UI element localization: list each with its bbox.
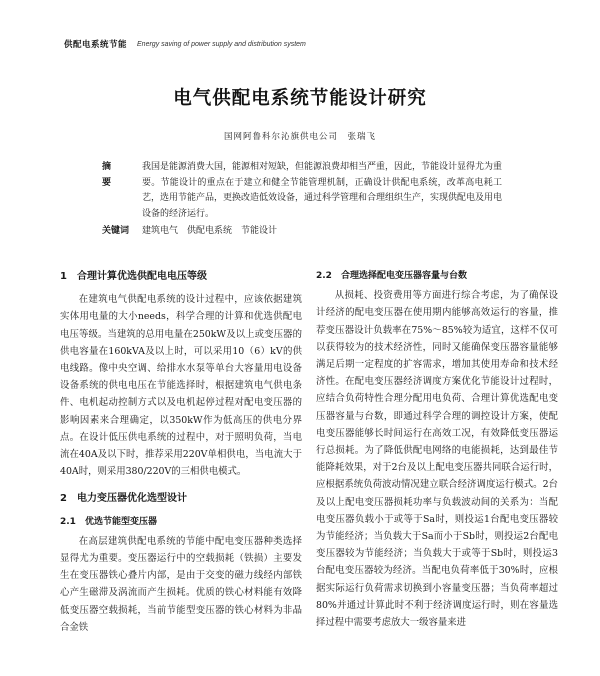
header-subtitle: Energy saving of power supply and distribution system (137, 40, 306, 48)
abstract-text: 我国是能源消费大国，能源相对短缺，但能源浪费却相当严重，因此，节能设计显得尤为重要。节能设计的重点在于建立和健全节能管理机制，正确设计供配电系统，改革高电耗工艺，选用节能产品，更换改造低效设备，通过科学管理和合理组织生产，实现供配电及用电设备的经济运行。 (142, 162, 503, 219)
abstract-label: 摘 要 (102, 162, 133, 188)
section-2-2-heading: 2.2 合理选择配电变压器容量与台数 (316, 271, 467, 281)
abstract-block (102, 160, 502, 240)
section-2-1-heading: 2.1 优选节能型变压器 (60, 516, 157, 527)
abstract-row (102, 160, 502, 222)
keywords-text: 建筑电气 供配电系统 节能设计 (142, 226, 278, 237)
keywords-row (102, 224, 502, 240)
keywords-label: 关键词 (102, 226, 130, 237)
article-title: 电气供配电系统节能设计研究 (173, 88, 427, 109)
section-2-1-paragraph: 在高层建筑供配电系统的节能中配电变压器种类选择显得尤为重要。变压器运行中的空载损耗（铁损）主要发生在变压器铁心叠片内部，是由于交变的磁力线经内部铁心产生磁滞及涡流而产生损耗。优质的铁心材料能有效降低变压器空载损耗，当前节能型变压器的铁心材料为非晶合金铁 (60, 535, 302, 633)
section-2-2-paragraph: 从损耗、投资费用等方面进行综合考虑，为了确保设计经济的配电变压器在使用期内能够高效运行的容量，推荐变压器设计负载率在75%～85%较为适宜，这样不仅可以获得较为的技术经济性，同时又能确保变压器容量能够满足后期一定程度的扩容需求，增加其使用寿命和技术经济性。在配电变压器经济调度方案优化节能设计过程时，应结合负荷特性合理分配用电负荷、合理计算优选配电变压器容量与台数，即通过科学合理的调控设计方案，使配电变压器能够长时间运行在高效工况，有效降低变压器运行总损耗。为了降低供配电网络的电能损耗，达到最佳节能降耗效果，对于2台及以上配电变压器共同联合运行时，应根据系统负荷波动情况建立联合经济调度运行模式。2台及以上配电变压器损耗功率与负载波动间的关系为：当配电变压器负载小于或等于Sa时，则投运1台配电变压器较为节能经济；当负载大于Sa而小于Sb时，则投运2台配电变压器较为节能经济；当负载大于或等于Sb时，则投运3台配电变压器较为经济。当配电负荷率低于30%时，应根据实际运行负荷需求切换到小容量变压器；当负荷率超过80%并通过计算此时不利于经济调度运行时，则在容量选择过程中需要考虑放大一级容量来进 (316, 290, 558, 629)
right-column (316, 268, 558, 631)
header-tag: 供配电系统节能 (64, 40, 128, 50)
section-2-heading: 2 电力变压器优化选型设计 (60, 493, 187, 505)
author-line: 国网阿鲁科尔沁旗供电公司 张瑞飞 (223, 132, 376, 142)
section-1-paragraph: 在建筑电气供配电系统的设计过程中，应该依据建筑实体用电量的大小needs，科学合理的计算和优选供配电电压等级。当建筑的总用电量在250kW及以上或变压器的供电容量在160kVA及以上时，可以采用10（6）kV的供电线路。像中央空调、给排水水泵等单台大容量用电设备设备系统的供电电压在节能选择时，根据建筑电气供电条件、电机起动控制方式以及电机起停过程对配电变压器的影响因素来合理确定，以350kW作为低高压的供电分界点。在设计低压供电系统的过程中，对于照明负荷，当电流在40A及以下时，推荐采用220V单相供电，当电流大于40A时，则采用380/220V的三相供电模式。 (60, 294, 302, 478)
left-column (60, 268, 302, 636)
section-1-heading: 1 合理计算优选供配电电压等级 (60, 271, 207, 282)
running-header (64, 38, 306, 50)
